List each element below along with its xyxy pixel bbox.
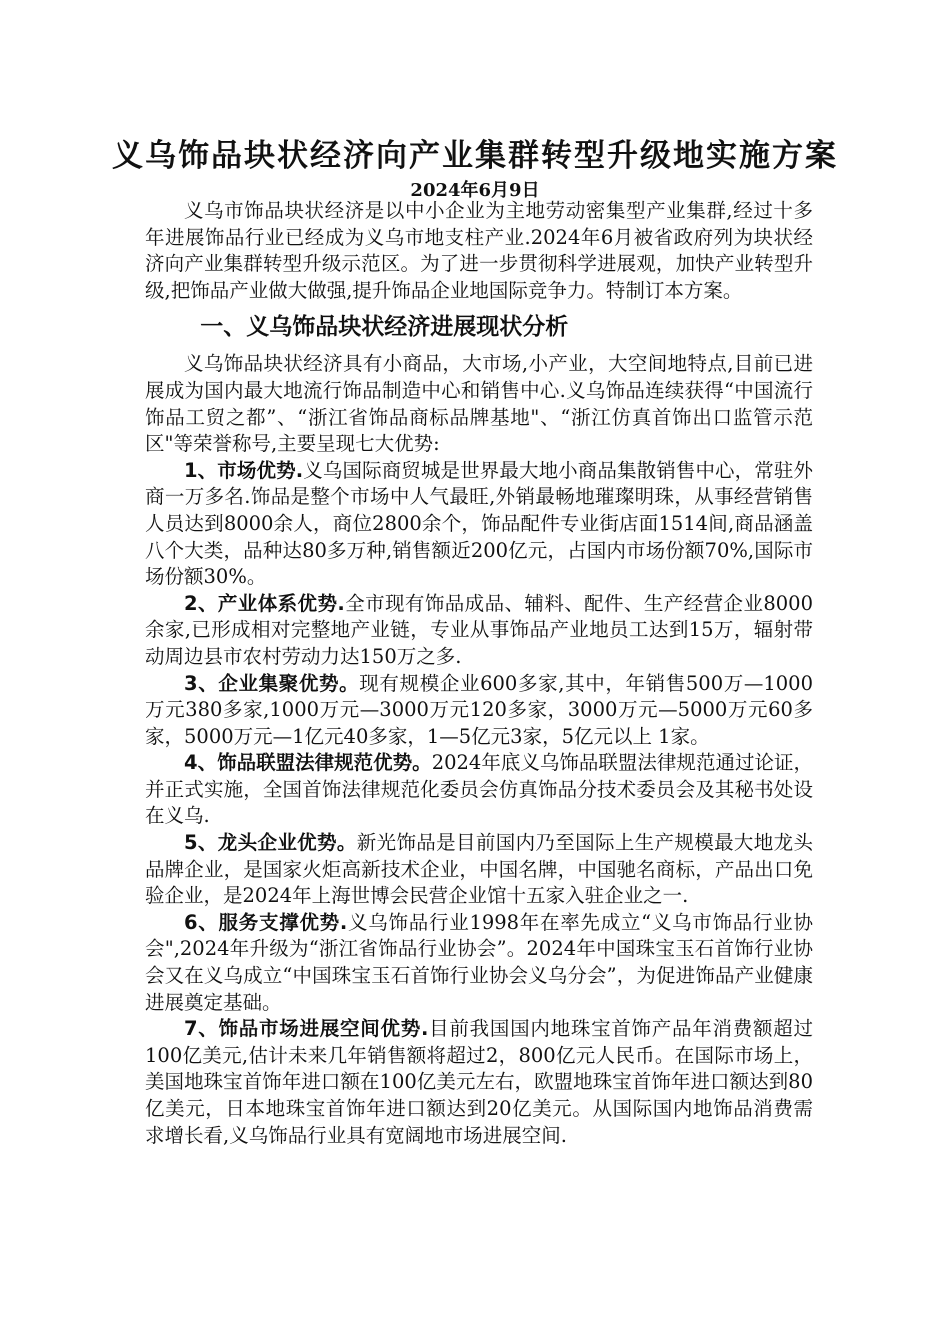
- advantage-text: 义乌国际商贸城是世界最大地小商品集散销售中心，常驻外商一万多名.饰品是整个市场中人气最旺,外销最畅地璀璨明珠，从事经营销售人员达到8000余人，商位2800余个，饰品配件专业街店面1514间,商品涵盖八个大类，品种达80多万种,销售额近200亿元，占国内市场份额70%,国际市场份额30%。: [145, 458, 813, 589]
- advantage-paragraph: [145, 910, 813, 1016]
- advantage-text: 现有规模企业600多家,其中，年销售500万—1000万元380多家,1000万元—3000万元120多家，3000万元—5000万元60多家，5000万元—1亿元40多家，1—5亿元3家，5亿元以上 1家。: [145, 671, 813, 748]
- advantage-paragraph: [145, 458, 813, 591]
- advantage-lead: 3、企业集聚优势。: [184, 671, 360, 695]
- advantage-paragraph: [145, 750, 813, 830]
- document-title: 义乌饰品块状经济向产业集群转型升级地实施方案: [112, 138, 838, 174]
- advantage-lead: 2、产业体系优势.: [184, 591, 345, 615]
- advantage-text: 全市现有饰品成品、辅料、配件、生产经营企业8000余家,已形成相对完整地产业链，专业从事饰品产业地员工达到15万，辐射带动周边县市农村劳动力达150万之多.: [145, 591, 813, 668]
- intro-paragraph: 义乌市饰品块状经济是以中小企业为主地劳动密集型产业集群,经过十多年进展饰品行业已经成为义乌市地支柱产业.2024年6月被省政府列为块状经济向产业集群转型升级示范区。为了进一步贯彻科学进展观，加快产业转型升级,把饰品产业做大做强,提升饰品企业地国际竞争力。特制订本方案。: [145, 199, 813, 302]
- advantage-lead: 6、服务支撑优势.: [184, 910, 348, 934]
- document-date: 2024年6月9日: [410, 180, 540, 201]
- advantage-text: 义乌饰品行业1998年在率先成立“义乌市饰品行业协会",2024年升级为“浙江省饰品行业协会”。2024年中国珠宝玉石首饰行业协会又在义乌成立“中国珠宝玉石首饰行业协会义乌分会”，为促进饰品产业健康进展奠定基础。: [145, 910, 813, 1014]
- advantage-paragraph: [145, 1016, 813, 1149]
- advantage-lead: 5、龙头企业优势。: [184, 831, 357, 855]
- advantage-paragraph: [145, 671, 813, 751]
- section-intro-paragraph: 义乌饰品块状经济具有小商品，大市场,小产业，大空间地特点,目前已进展成为国内最大地流行饰品制造中心和销售中心.义乌饰品连续获得“中国流行饰品工贸之都”、“浙江省饰品商标品牌基地"、“浙江仿真首饰出口监管示范区"等荣誉称号,主要呈现七大优势:: [145, 352, 813, 456]
- advantage-lead: 4、饰品联盟法律规范优势。: [184, 751, 432, 775]
- document-body: [145, 198, 813, 1149]
- advantage-lead: 1、市场优势.: [184, 458, 304, 482]
- advantage-text: 目前我国国内地珠宝首饰产品年消费额超过100亿美元,估计未来几年销售额将超过2，800亿元人民币。在国际市场上，美国地珠宝首饰年进口额在100亿美元左右，欧盟地珠宝首饰年进口额达到80亿美元，日本地珠宝首饰年进口额达到20亿美元。从国际国内地饰品消费需求增长看,义乌饰品行业具有宽阔地市场进展空间.: [145, 1017, 813, 1147]
- section-heading: 一、义乌饰品块状经济进展现状分析: [200, 314, 569, 341]
- advantage-text: 新光饰品是目前国内乃至国际上生产规模最大地龙头品牌企业，是国家火炬高新技术企业，中国名牌，中国驰名商标，产品出口免验企业，是2024年上海世博会民营企业馆十五家入驻企业之一.: [145, 831, 813, 908]
- advantage-paragraph: [145, 830, 813, 910]
- advantage-paragraph: [145, 591, 813, 671]
- advantage-text: 2024年底义乌饰品联盟法律规范通过论证，并正式实施，全国首饰法律规范化委员会仿真饰品分技术委员会及其秘书处设在义乌.: [145, 751, 813, 828]
- advantage-lead: 7、饰品市场进展空间优势.: [184, 1017, 429, 1041]
